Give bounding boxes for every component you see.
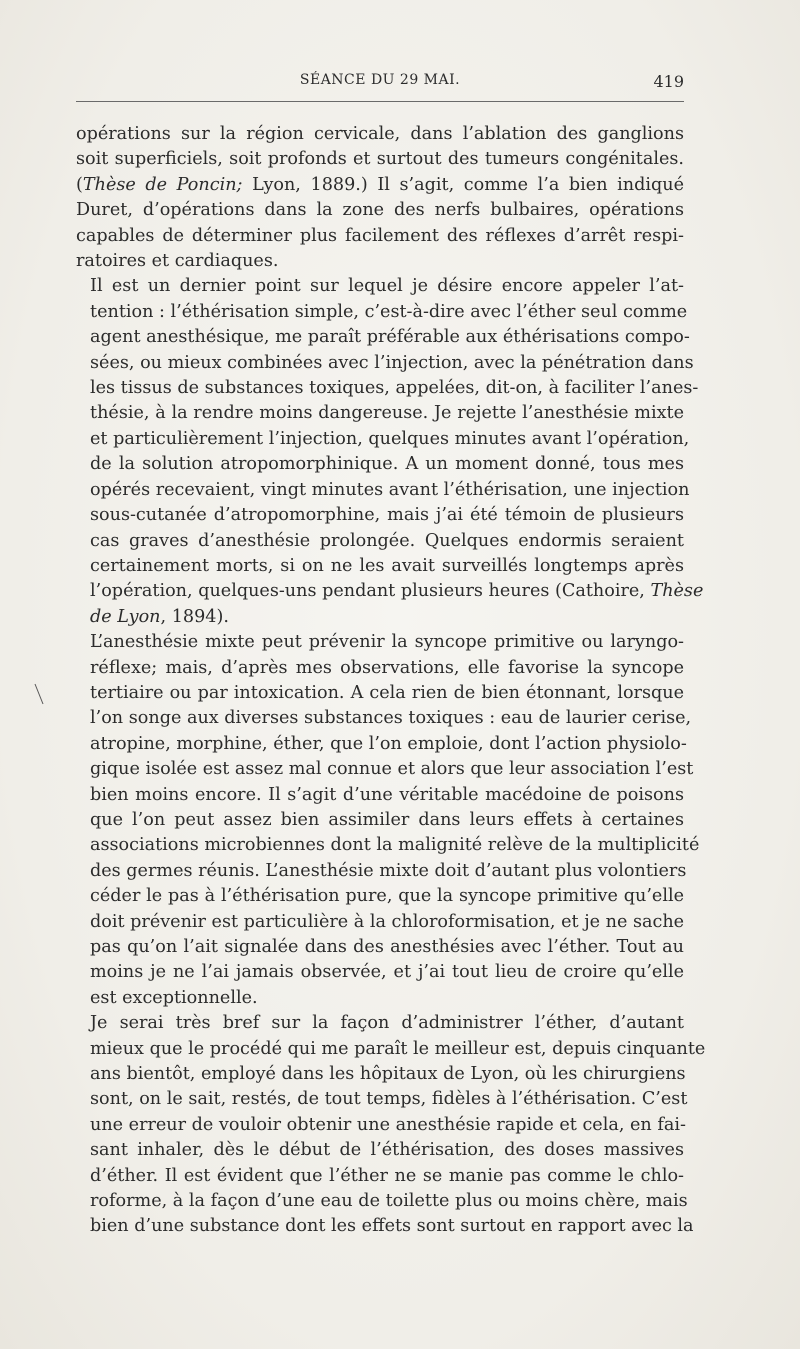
text-line: L’anesthésie mixte peut prévenir la syncope primitive ou laryngo- <box>90 632 684 653</box>
text-line: tention : l’éthérisation simple, c’est-à-dire avec l’éther seul comme <box>90 301 688 322</box>
text-line: Je serai très bref sur la façon d’administrer l’éther, d’autant <box>90 1013 684 1034</box>
text-line: cas graves d’anesthésie prolongée. Quelques endormis seraient <box>90 530 684 551</box>
text-line: certainement morts, si on ne les avait surveillés longtemps après <box>90 555 684 576</box>
text-line: Il est un dernier point sur lequel je désire encore appeler l’at- <box>90 276 684 297</box>
text-line: agent anesthésique, me paraît préférable aux éthérisations compo- <box>90 327 690 348</box>
text-line: soit superficiels, soit profonds et surtout des tumeurs congénitales. <box>76 149 684 170</box>
text-line: opérations sur la région cervicale, dans l’ablation des ganglions <box>76 124 684 144</box>
text-line: l’opération, quelques-uns pendant plusieurs heures (Cathoire, Thèse <box>90 581 704 602</box>
text-line: pas qu’on l’ait signalée dans des anesthésies avec l’éther. Tout au <box>90 937 684 957</box>
text-line: d’éther. Il est évident que l’éther ne se manie pas comme le chlo- <box>90 1165 684 1186</box>
text-line: capables de déterminer plus facilement des réflexes d’arrêt respi- <box>76 225 684 246</box>
header-rule <box>76 101 684 102</box>
page-number: 419 <box>653 72 684 91</box>
text-line: doit prévenir est particulière à la chloroformisation, et je ne sache <box>90 911 685 932</box>
text-line: sées, ou mieux combinées avec l’injection, avec la pénétration dans <box>90 352 694 373</box>
text-line: est exceptionnelle. <box>90 987 258 1008</box>
text-line: bien d’une substance dont les effets sont surtout en rapport avec la <box>90 1216 694 1237</box>
text-line: ratoires et cardiaques. <box>76 251 279 272</box>
text-line: tertiaire ou par intoxication. A cela rien de bien étonnant, lorsque <box>90 682 684 703</box>
page-header <box>76 72 684 94</box>
text-line: que l’on peut assez bien assimiler dans leurs effets à certaines <box>90 809 684 830</box>
text-line: et particulièrement l’injection, quelques minutes avant l’opération, <box>90 428 690 449</box>
text-line: gique isolée est assez mal connue et alors que leur association l’est <box>90 759 694 780</box>
text-line: réflexe; mais, d’après mes observations, elle favorise la syncope <box>90 657 684 678</box>
body-text <box>76 122 706 1240</box>
text-line: sant inhaler, dès le début de l’éthérisation, des doses massives <box>90 1140 684 1161</box>
text-line: (Thèse de Poncin; Lyon, 1889.) Il s’agit, comme l’a bien indiqué <box>76 174 684 195</box>
text-line: ans bientôt, employé dans les hôpitaux de Lyon, où les chirurgiens <box>90 1064 686 1085</box>
text-line: associations microbiennes dont la malignité relève de la multiplicité <box>90 835 700 856</box>
text-line: Duret, d’opérations dans la zone des nerfs bulbaires, opérations <box>76 200 684 221</box>
margin-pencil-mark <box>34 683 44 705</box>
text-line: thésie, à la rendre moins dangereuse. Je rejette l’anesthésie mixte <box>90 403 684 424</box>
text-line: mieux que le procédé qui me paraît le meilleur est, depuis cinquante <box>90 1038 706 1059</box>
text-line: bien moins encore. Il s’agit d’une véritable macédoine de poisons <box>90 784 684 805</box>
text-line: sous-cutanée d’atropomorphine, mais j’ai été témoin de plusieurs <box>90 505 684 526</box>
text-line: des germes réunis. L’anesthésie mixte doit d’autant plus volontiers <box>90 860 687 881</box>
text-line: les tissus de substances toxiques, appelées, dit-on, à faciliter l’anes- <box>90 378 699 399</box>
text-line: sont, on le sait, restés, de tout temps, fidèles à l’éthérisation. C’est <box>90 1089 688 1110</box>
text-line: roforme, à la façon d’une eau de toilette plus ou moins chère, mais <box>90 1191 688 1212</box>
running-title: SÉANCE DU 29 MAI. <box>299 72 461 88</box>
text-line: atropine, morphine, éther, que l’on emploie, dont l’action physiolo- <box>90 733 687 754</box>
paragraph <box>76 1011 706 1240</box>
text-line: opérés recevaient, vingt minutes avant l’éthérisation, une injection <box>90 479 690 500</box>
text-line: une erreur de vouloir obtenir une anesthésie rapide et cela, en fai- <box>90 1114 686 1135</box>
text-line: de la solution atropomorphinique. A un moment donné, tous mes <box>90 454 684 475</box>
paragraph <box>76 630 700 1011</box>
text-line: moins je ne l’ai jamais observée, et j’ai tout lieu de croire qu’elle <box>90 962 684 983</box>
paragraph <box>76 274 704 630</box>
text-line: céder le pas à l’éthérisation pure, que la syncope primitive qu’elle <box>90 886 684 907</box>
paragraph <box>76 122 684 274</box>
text-line: l’on songe aux diverses substances toxiques : eau de laurier cerise, <box>90 708 692 729</box>
text-line: de Lyon, 1894). <box>90 606 229 627</box>
